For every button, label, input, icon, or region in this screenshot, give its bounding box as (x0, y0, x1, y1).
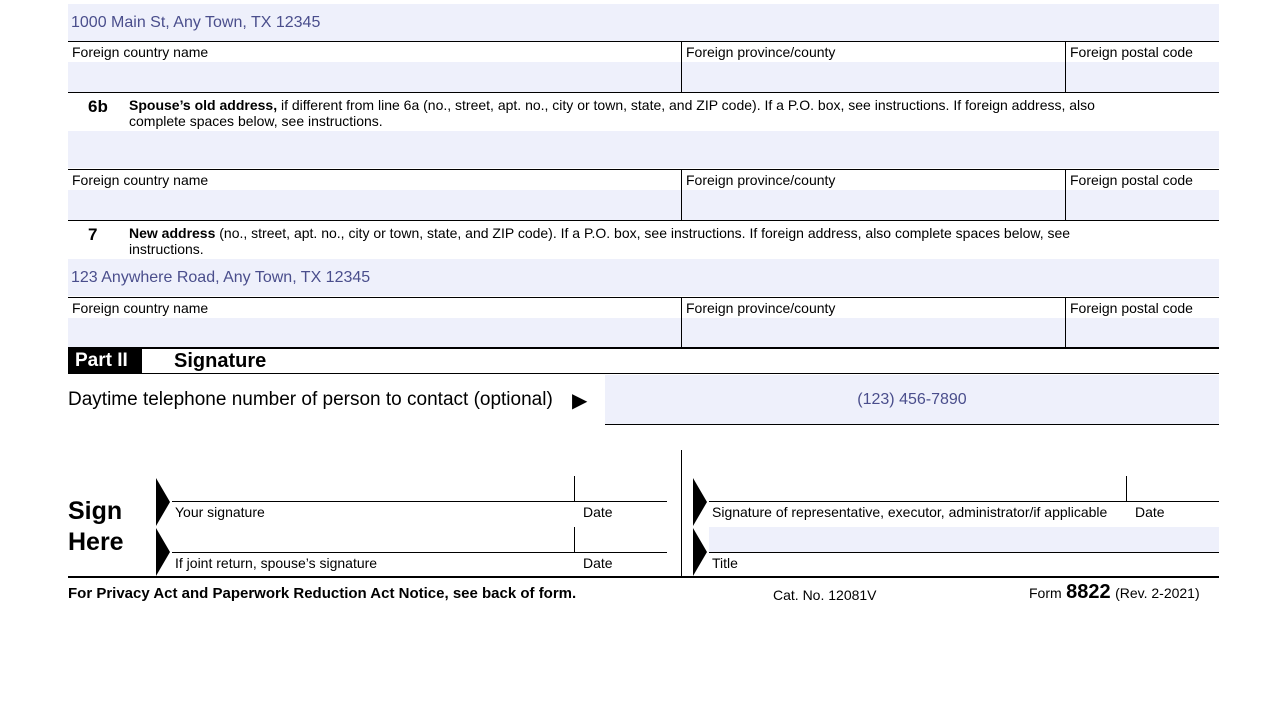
line7-description (129, 225, 1209, 257)
line6b-foreign-postal-label: Foreign postal code (1070, 172, 1193, 188)
privacy-notice: For Privacy Act and Paperwork Reduction Act Notice, see back of form. (68, 585, 577, 602)
line6b-foreign-postal-field[interactable] (1066, 190, 1219, 220)
line6b-foreign-province-field[interactable] (682, 190, 1065, 220)
spouse-signature-date-label: Date (583, 555, 613, 571)
footer-divider (68, 576, 1219, 578)
line6a-foreign-postal-field[interactable] (1066, 62, 1219, 92)
line6b-number: 6b (88, 97, 108, 116)
line6b-foreign-province-label: Foreign province/county (686, 172, 836, 188)
line7-foreign-country-field[interactable] (68, 318, 681, 347)
form-number: 8822 (1066, 581, 1111, 603)
divider (1065, 170, 1066, 221)
sign-arrow-icon (156, 478, 170, 526)
line6a-foreign-country-field[interactable] (68, 62, 681, 92)
sign-heading-line1: Sign (68, 497, 123, 525)
line7-text-cont: instructions. (129, 241, 204, 257)
divider (1065, 298, 1066, 348)
line7-text: (no., street, apt. no., city or town, state, and ZIP code). If a P.O. box, see instructions. If foreign address, also complete spaces below, see (215, 225, 1071, 241)
divider (68, 220, 1219, 221)
form-id (1029, 581, 1200, 604)
phone-arrow-icon: ▶ (572, 390, 588, 412)
rep-signature-date-label: Date (1135, 504, 1165, 520)
line6b-foreign-country-label: Foreign country name (72, 172, 209, 188)
divider (68, 41, 1219, 42)
sign-here-heading (68, 496, 124, 558)
sign-heading-line2: Here (68, 528, 124, 556)
line7-foreign-province-label: Foreign province/county (686, 300, 836, 316)
rep-signature-line[interactable] (709, 501, 1219, 502)
line6a-address-value: 1000 Main St, Any Town, TX 12345 (71, 14, 321, 31)
divider (68, 373, 1219, 374)
line7-foreign-country-label: Foreign country name (72, 300, 209, 316)
cat-number: Cat. No. 12081V (773, 587, 877, 603)
your-signature-date-label: Date (583, 504, 613, 520)
sign-arrow-icon (693, 478, 707, 526)
divider (605, 424, 1219, 425)
divider (681, 298, 682, 348)
line6a-foreign-province-label: Foreign province/county (686, 44, 836, 60)
divider (68, 169, 1219, 170)
line7-foreign-postal-field[interactable] (1066, 318, 1219, 347)
line7-number: 7 (88, 225, 98, 244)
spouse-signature-label: If joint return, spouse’s signature (175, 555, 378, 571)
rep-signature-label: Signature of representative, executor, administrator/if applicable (712, 504, 1108, 520)
divider (1065, 42, 1066, 93)
line6b-text-cont: complete spaces below, see instructions. (129, 113, 383, 129)
line6b-text: if different from line 6a (no., street, apt. no., city or town, state, and ZIP code). If a P.O. box, see instructions. If foreign address, also (277, 97, 1095, 113)
sign-section-divider (681, 450, 682, 578)
part-ii-badge: Part II (68, 349, 142, 373)
form-revision: (Rev. 2-2021) (1115, 585, 1200, 601)
divider (68, 297, 1219, 298)
line6a-foreign-province-field[interactable] (682, 62, 1065, 92)
line6b-foreign-country-field[interactable] (68, 190, 681, 220)
your-signature-line[interactable] (172, 501, 667, 502)
line7-foreign-province-field[interactable] (682, 318, 1065, 347)
part-ii-title: Signature (174, 350, 267, 372)
line6b-address-field[interactable] (68, 131, 1219, 168)
title-label: Title (712, 555, 738, 571)
divider (68, 92, 1219, 93)
spouse-signature-line[interactable] (172, 552, 667, 553)
divider (681, 170, 682, 221)
your-signature-label: Your signature (175, 504, 265, 520)
line6a-foreign-postal-label: Foreign postal code (1070, 44, 1193, 60)
line6a-foreign-country-label: Foreign country name (72, 44, 209, 60)
phone-value: (123) 456-7890 (857, 391, 967, 408)
title-line (709, 552, 1219, 553)
sign-arrow-icon (156, 528, 170, 576)
divider (681, 42, 682, 93)
line6b-description (129, 97, 1209, 129)
line7-title: New address (129, 225, 216, 241)
divider (574, 527, 575, 552)
divider (574, 476, 575, 501)
line7-foreign-postal-label: Foreign postal code (1070, 300, 1193, 316)
divider (1126, 476, 1127, 501)
form-prefix: Form (1029, 585, 1062, 601)
line6b-title: Spouse’s old address, (129, 97, 278, 113)
sign-arrow-icon (693, 528, 707, 576)
phone-label: Daytime telephone number of person to contact (optional) (68, 389, 553, 410)
line7-address-value: 123 Anywhere Road, Any Town, TX 12345 (71, 269, 371, 286)
title-field[interactable] (709, 527, 1219, 552)
